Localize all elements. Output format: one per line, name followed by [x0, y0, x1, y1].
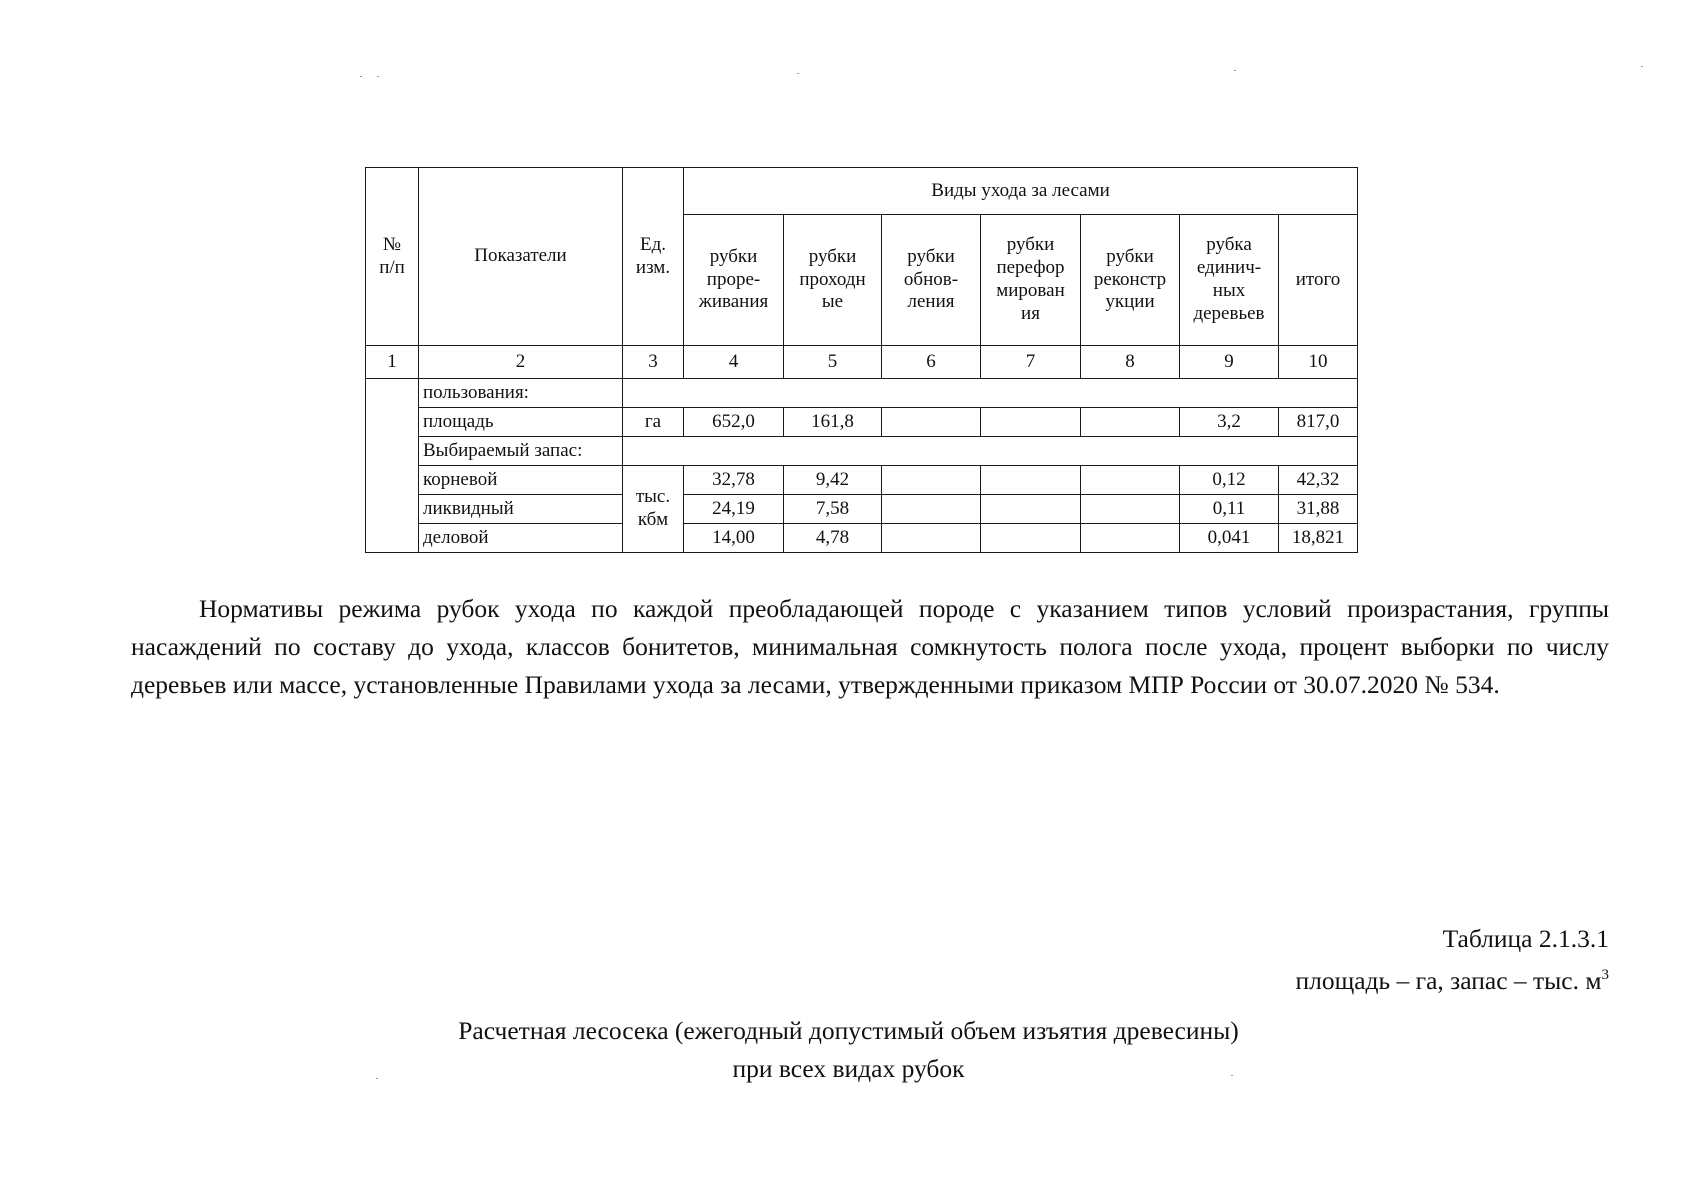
- table-number: Таблица 2.1.3.1: [1442, 924, 1609, 953]
- table-cell: [1081, 408, 1180, 437]
- header-col-renewal: рубки обнов- ления: [882, 215, 981, 346]
- caption-line-1: Расчетная лесосека (ежегодный допустимый объем изъятия древесины): [458, 1016, 1239, 1045]
- row-label: ликвидный: [419, 495, 623, 524]
- column-numbers-row: [366, 346, 1358, 379]
- col-number: 5: [784, 346, 882, 379]
- col-number: 3: [623, 346, 684, 379]
- row-label: пользования:: [419, 379, 623, 408]
- table-cell: [1081, 495, 1180, 524]
- units-superscript: 3: [1601, 967, 1609, 983]
- header-col-total: итого: [1279, 215, 1358, 346]
- table-cell: 18,821: [1279, 524, 1358, 553]
- table-row: [366, 437, 1358, 466]
- row-number-cell: [366, 379, 419, 553]
- table-row: [366, 466, 1358, 495]
- table-cell: 0,11: [1180, 495, 1279, 524]
- table-cell: [981, 495, 1081, 524]
- header-col-single-tree: рубка единич- ных деревьев: [1180, 215, 1279, 346]
- table-cell: 161,8: [784, 408, 882, 437]
- table-cell: [882, 524, 981, 553]
- table-cell: 4,78: [784, 524, 882, 553]
- table-cell: [1081, 466, 1180, 495]
- section-spacer: [623, 437, 1358, 466]
- header-col-passage: рубки проходн ые: [784, 215, 882, 346]
- col-number: 7: [981, 346, 1081, 379]
- table-cell: 817,0: [1279, 408, 1358, 437]
- table-cell: [882, 495, 981, 524]
- table-cell: 14,00: [684, 524, 784, 553]
- table-cell: 42,32: [1279, 466, 1358, 495]
- table-cell: [1081, 524, 1180, 553]
- col-number: 6: [882, 346, 981, 379]
- table-row: [366, 408, 1358, 437]
- table-cell: [981, 466, 1081, 495]
- table-cell: 7,58: [784, 495, 882, 524]
- row-label: площадь: [419, 408, 623, 437]
- table-cell: 32,78: [684, 466, 784, 495]
- table-cell: 652,0: [684, 408, 784, 437]
- body-paragraph: Нормативы режима рубок ухода по каждой преобладающей породе с указанием типов условий произрастания, группы насаждений по составу до ухода, классов бонитетов, минимальная сомкнутость полога после ухода, процент выборки по числу деревьев или массе, установленные Правилами ухода за лесами, утвержденными приказом МПР России от 30.07.2020 № 534.: [131, 594, 1609, 699]
- row-label: деловой: [419, 524, 623, 553]
- col-number: 1: [366, 346, 419, 379]
- table-cell: 9,42: [784, 466, 882, 495]
- table-cell: 31,88: [1279, 495, 1358, 524]
- table-cell: 24,19: [684, 495, 784, 524]
- header-indicators: Показатели: [419, 168, 623, 346]
- row-unit: тыс. кбм: [623, 466, 684, 553]
- header-col-reconstruction: рубки реконстр укции: [1081, 215, 1180, 346]
- table-cell: [981, 524, 1081, 553]
- table-cell: [981, 408, 1081, 437]
- row-label: корневой: [419, 466, 623, 495]
- table-cell: [882, 466, 981, 495]
- table-cell: 0,12: [1180, 466, 1279, 495]
- col-number: 9: [1180, 346, 1279, 379]
- table-row: [366, 379, 1358, 408]
- header-row-1: [366, 168, 1358, 215]
- table-row: [366, 495, 1358, 524]
- table-cell: 3,2: [1180, 408, 1279, 437]
- col-number: 4: [684, 346, 784, 379]
- col-number: 10: [1279, 346, 1358, 379]
- units-note: [1295, 957, 1609, 999]
- units-text: площадь – га, запас – тыс. м: [1295, 966, 1602, 995]
- caption-line-2: при всех видах рубок: [732, 1054, 965, 1083]
- table-reference: [1295, 920, 1609, 999]
- table-row: [366, 524, 1358, 553]
- header-col-thinning: рубки проре- живания: [684, 215, 784, 346]
- header-unit: Ед. изм.: [623, 168, 684, 346]
- row-label: Выбираемый запас:: [419, 437, 623, 466]
- row-unit: га: [623, 408, 684, 437]
- table-cell: [882, 408, 981, 437]
- header-num: № п/п: [366, 168, 419, 346]
- header-col-reformation: рубки перефор мирован ия: [981, 215, 1081, 346]
- forest-care-table: [365, 167, 1358, 553]
- col-number: 8: [1081, 346, 1180, 379]
- col-number: 2: [419, 346, 623, 379]
- table-cell: 0,041: [1180, 524, 1279, 553]
- table-caption: [0, 1012, 1697, 1088]
- section-spacer: [623, 379, 1358, 408]
- header-care-types: Виды ухода за лесами: [684, 168, 1358, 215]
